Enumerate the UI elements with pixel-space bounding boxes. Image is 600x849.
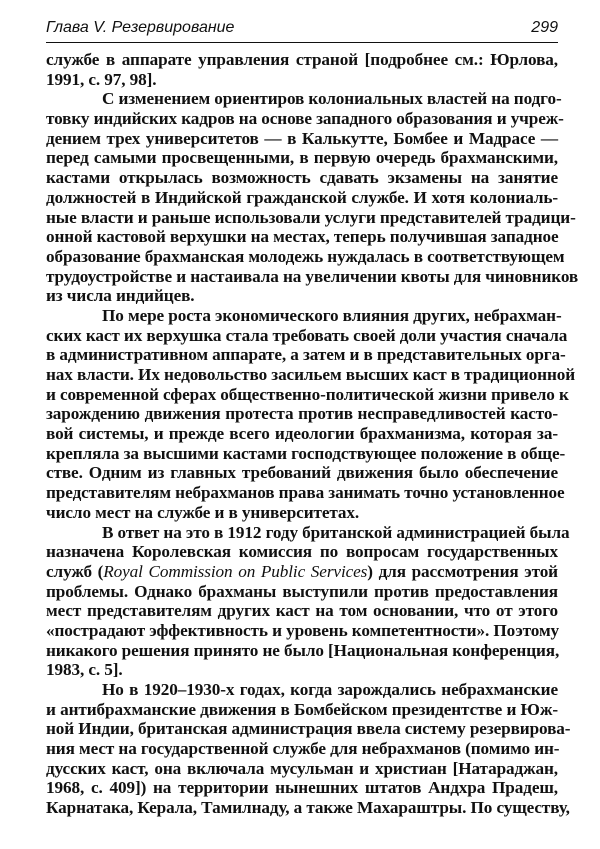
paragraph [46, 89, 579, 306]
text-line: проблемы. Однако брахманы выступили против предоставления [46, 581, 558, 601]
text-line: Карнатака, Керала, Тамилнаду, а также Махараштры. По существу, [46, 798, 570, 818]
paragraph [46, 305, 576, 523]
text-line: трудоустройстве и настаивала на увеличении квоты для чиновников [46, 266, 579, 286]
text-line: и антибрахманские движения в Бомбейском президентстве и Юж- [46, 699, 558, 719]
text-line: «пострадают эффективность и уровень компетентности». Поэтому [46, 620, 560, 640]
paragraph [46, 522, 570, 681]
text-line: 1991, с. 97, 98]. [46, 69, 157, 89]
text-line: в административном аппарате, а затем и в представительных орга- [46, 345, 566, 365]
text-span: служб ( [46, 561, 104, 581]
text-line: С изменением ориентиров колониальных властей на подго- [102, 89, 562, 109]
text-line: товку индийских кадров на основе западного образования и учреж- [46, 109, 564, 129]
text-line: ских каст их верхушка стала требовать своей доли участия сначала [46, 325, 568, 345]
text-line: и современной сферах общественно-политической жизни привело к [46, 384, 569, 404]
text-line: службе в аппарате управления страной [подробнее см.: Юрлова, [46, 50, 558, 69]
text-line: мест представителям других каст на том основании, что от этого [46, 601, 558, 621]
text-line: 1968, с. 409]) на территории нынешних штатов Андхра Прадеш, [46, 778, 558, 798]
text-line: стве. Одним из главных требований движения было обеспечение [46, 463, 558, 483]
text-line: дением трех университетов — в Калькутте, Бомбее и Мадрасе — [46, 128, 558, 148]
text-line: вой системы, и прежде всего идеологии брахманизма, которая за- [46, 424, 558, 444]
italic-text: Royal Commission on Public Services [103, 561, 368, 581]
text-line: дусских каст, она включала мусульман и христиан [Натараджан, [46, 758, 558, 778]
text-line: онной кастовой верхушки на местах, теперь получившая западное [46, 227, 559, 247]
text-line: число мест на службе и в университетах. [46, 502, 360, 522]
paragraph [46, 50, 558, 89]
text-line: зарождению движения протеста против несправедливостей касто- [46, 404, 558, 424]
text-line: ные власти и раньше использовали услуги представителей традици- [46, 207, 576, 227]
text-line: крепляла за высшими кастами господствующее положение в обще- [46, 443, 566, 463]
text-line: из числа индийцев. [46, 286, 195, 306]
text-line: нах власти. Их недовольство засильем высших каст в традиционной [46, 365, 576, 384]
chapter-title: Глава V. Резервирование [46, 19, 235, 36]
text-line: образование брахманская молодежь нуждалась в соответствующем [46, 246, 565, 266]
text-line: представителям небрахманов права занимать точно установленное [46, 483, 565, 503]
text-line: 1983, с. 5]. [46, 660, 123, 680]
text-line: В ответ на это в 1912 году британской администрацией была [102, 522, 570, 542]
text-line: перед самыми просвещенными, в первую очередь брахманскими, [46, 148, 558, 168]
page-number: 299 [531, 19, 558, 36]
text-line: ния мест на государственной службе для небрахманов (помимо ин- [46, 739, 560, 759]
paragraph [46, 680, 571, 818]
text-line: Но в 1920–1930-х годах, когда зарождались небрахманские [102, 680, 558, 699]
text-line: должностей в Индийской гражданской службе. И хотя колониаль- [46, 187, 558, 207]
running-header [46, 16, 558, 43]
text-line [46, 562, 558, 582]
text-line: кастами открылась возможность сдавать экзамены на занятие [46, 168, 558, 188]
text-span: ) для рассмотрения этой [367, 561, 558, 581]
text-line: назначена Королевская комиссия по вопросам государственных [46, 542, 558, 562]
text-line: никакого решения принято не было [Национальная конференция, [46, 640, 560, 660]
text-line: ной Индии, британская администрация ввела систему резервирова- [46, 719, 571, 739]
body-text [46, 50, 579, 818]
text-line: По мере роста экономического влияния других, небрахман- [102, 305, 562, 325]
